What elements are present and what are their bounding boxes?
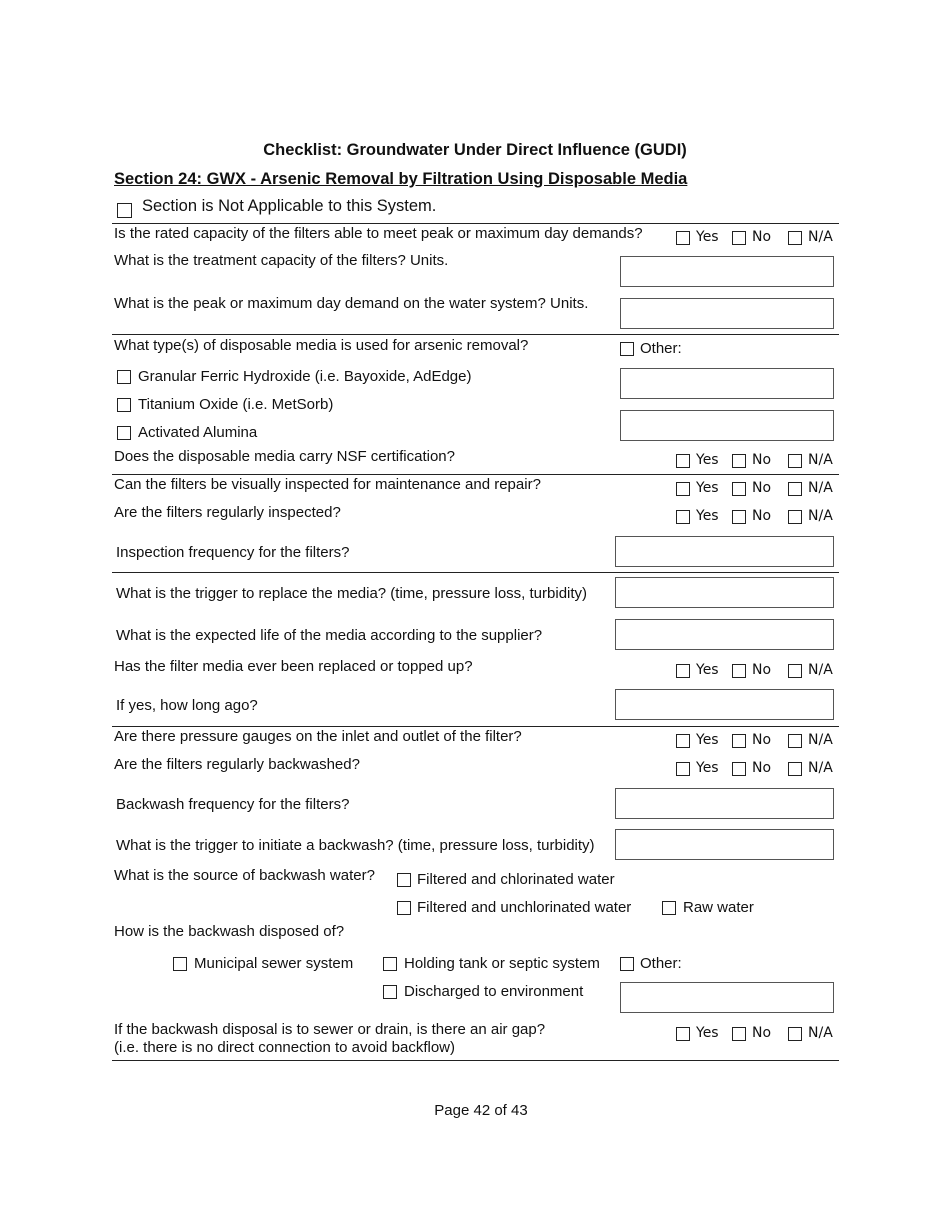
media-gfh-label: Granular Ferric Hydroxide (i.e. Bayoxide, AdEdge) — [138, 368, 472, 385]
air-gap-no-checkbox[interactable] — [732, 1027, 746, 1041]
backwashed-yes-checkbox[interactable] — [676, 762, 690, 776]
question-how-long-ago: If yes, how long ago? — [116, 697, 258, 714]
rated-capacity-no-checkbox[interactable] — [732, 231, 746, 245]
question-nsf: Does the disposable media carry NSF certification? — [114, 448, 455, 465]
peak-demand-input[interactable] — [620, 298, 834, 329]
disposal-holding-tank-checkbox[interactable] — [383, 957, 397, 971]
disposal-discharged-label: Discharged to environment — [404, 983, 584, 1000]
na-label: N/A — [808, 1025, 833, 1041]
source-filtered-chlorinated-label: Filtered and chlorinated water — [417, 871, 615, 888]
media-gfh-checkbox[interactable] — [117, 370, 131, 384]
na-label: N/A — [808, 452, 833, 468]
media-titanium-checkbox[interactable] — [117, 398, 131, 412]
question-backwash-disposal: How is the backwash disposed of? — [114, 923, 345, 940]
regularly-inspected-yes-checkbox[interactable] — [676, 510, 690, 524]
media-other-input-1[interactable] — [620, 368, 834, 399]
question-inspection-freq: Inspection frequency for the filters? — [116, 544, 350, 561]
media-alumina-checkbox[interactable] — [117, 426, 131, 440]
regularly-inspected-na-checkbox[interactable] — [788, 510, 802, 524]
replace-trigger-input[interactable] — [615, 577, 834, 608]
na-label: N/A — [808, 732, 833, 748]
question-pressure-gauges: Are there pressure gauges on the inlet and outlet of the filter? — [114, 728, 522, 745]
question-peak-demand: What is the peak or maximum day demand on the water system? Units. — [114, 295, 589, 312]
yes-label: Yes — [696, 760, 719, 776]
question-regularly-inspected: Are the filters regularly inspected? — [114, 504, 341, 521]
na-label: N/A — [808, 508, 833, 524]
question-rated-capacity: Is the rated capacity of the filters able to meet peak or maximum day demands? — [114, 225, 643, 242]
air-gap-na-checkbox[interactable] — [788, 1027, 802, 1041]
source-raw-checkbox[interactable] — [662, 901, 676, 915]
media-replaced-no-checkbox[interactable] — [732, 664, 746, 678]
question-media-replaced: Has the filter media ever been replaced or topped up? — [114, 658, 473, 675]
pressure-gauges-no-checkbox[interactable] — [732, 734, 746, 748]
na-label: N/A — [808, 760, 833, 776]
divider — [112, 572, 839, 573]
disposal-other-checkbox[interactable] — [620, 957, 634, 971]
treatment-capacity-input[interactable] — [620, 256, 834, 287]
media-other-input-2[interactable] — [620, 410, 834, 441]
no-label: No — [752, 732, 772, 748]
other-label: Other: — [640, 340, 682, 357]
yes-label: Yes — [696, 662, 719, 678]
na-label: N/A — [808, 480, 833, 496]
yes-label: Yes — [696, 452, 719, 468]
divider — [112, 334, 839, 335]
nsf-no-checkbox[interactable] — [732, 454, 746, 468]
yes-label: Yes — [696, 229, 719, 245]
page-title: Checklist: Groundwater Under Direct Influence (GUDI) — [263, 141, 687, 159]
no-label: No — [752, 480, 772, 496]
question-air-gap: If the backwash disposal is to sewer or drain, is there an air gap? — [114, 1021, 546, 1038]
media-replaced-yes-checkbox[interactable] — [676, 664, 690, 678]
yes-label: Yes — [696, 508, 719, 524]
regularly-inspected-no-checkbox[interactable] — [732, 510, 746, 524]
visual-inspect-na-checkbox[interactable] — [788, 482, 802, 496]
source-filtered-chlorinated-checkbox[interactable] — [397, 873, 411, 887]
yes-label: Yes — [696, 480, 719, 496]
question-air-gap-note: (i.e. there is no direct connection to avoid backflow) — [114, 1039, 456, 1056]
media-other-checkbox[interactable] — [620, 342, 634, 356]
not-applicable-checkbox[interactable] — [117, 203, 132, 218]
question-backwash-source: What is the source of backwash water? — [114, 867, 375, 884]
pressure-gauges-na-checkbox[interactable] — [788, 734, 802, 748]
no-label: No — [752, 662, 772, 678]
disposal-municipal-sewer-label: Municipal sewer system — [194, 955, 354, 972]
question-backwashed: Are the filters regularly backwashed? — [114, 756, 360, 773]
source-raw-label: Raw water — [683, 899, 754, 916]
media-alumina-label: Activated Alumina — [138, 424, 258, 441]
divider — [112, 474, 839, 475]
question-visual-inspect: Can the filters be visually inspected for maintenance and repair? — [114, 476, 541, 493]
backwashed-na-checkbox[interactable] — [788, 762, 802, 776]
na-label: N/A — [808, 229, 833, 245]
question-expected-life: What is the expected life of the media according to the supplier? — [116, 627, 543, 644]
media-replaced-na-checkbox[interactable] — [788, 664, 802, 678]
backwashed-no-checkbox[interactable] — [732, 762, 746, 776]
page-number: Page 42 of 43 — [434, 1102, 528, 1119]
divider — [112, 1060, 839, 1061]
question-backwash-freq: Backwash frequency for the filters? — [116, 796, 350, 813]
disposal-municipal-sewer-checkbox[interactable] — [173, 957, 187, 971]
visual-inspect-yes-checkbox[interactable] — [676, 482, 690, 496]
rated-capacity-yes-checkbox[interactable] — [676, 231, 690, 245]
disposal-discharged-checkbox[interactable] — [383, 985, 397, 999]
na-label: N/A — [808, 662, 833, 678]
no-label: No — [752, 760, 772, 776]
backwash-freq-input[interactable] — [615, 788, 834, 819]
source-filtered-unchlorinated-label: Filtered and unchlorinated water — [417, 899, 632, 916]
question-treatment-capacity: What is the treatment capacity of the filters? Units. — [114, 252, 449, 269]
question-replace-trigger: What is the trigger to replace the media? (time, pressure loss, turbidity) — [116, 585, 588, 602]
no-label: No — [752, 229, 772, 245]
rated-capacity-na-checkbox[interactable] — [788, 231, 802, 245]
disposal-other-input[interactable] — [620, 982, 834, 1013]
divider — [112, 223, 839, 224]
section-title: Section 24: GWX - Arsenic Removal by Filtration Using Disposable Media — [114, 170, 688, 188]
visual-inspect-no-checkbox[interactable] — [732, 482, 746, 496]
nsf-na-checkbox[interactable] — [788, 454, 802, 468]
not-applicable-label: Section is Not Applicable to this System. — [142, 197, 437, 215]
inspection-freq-input[interactable] — [615, 536, 834, 567]
disposal-holding-tank-label: Holding tank or septic system — [404, 955, 600, 972]
backwash-trigger-input[interactable] — [615, 829, 834, 860]
yes-label: Yes — [696, 732, 719, 748]
pressure-gauges-yes-checkbox[interactable] — [676, 734, 690, 748]
source-filtered-unchlorinated-checkbox[interactable] — [397, 901, 411, 915]
no-label: No — [752, 452, 772, 468]
yes-label: Yes — [696, 1025, 719, 1041]
question-media-type: What type(s) of disposable media is used for arsenic removal? — [114, 337, 529, 354]
question-backwash-trigger: What is the trigger to initiate a backwash? (time, pressure loss, turbidity) — [116, 837, 595, 854]
other-label: Other: — [640, 955, 682, 972]
no-label: No — [752, 1025, 772, 1041]
media-titanium-label: Titanium Oxide (i.e. MetSorb) — [138, 396, 334, 413]
air-gap-yes-checkbox[interactable] — [676, 1027, 690, 1041]
no-label: No — [752, 508, 772, 524]
how-long-ago-input[interactable] — [615, 689, 834, 720]
nsf-yes-checkbox[interactable] — [676, 454, 690, 468]
divider — [112, 726, 839, 727]
expected-life-input[interactable] — [615, 619, 834, 650]
